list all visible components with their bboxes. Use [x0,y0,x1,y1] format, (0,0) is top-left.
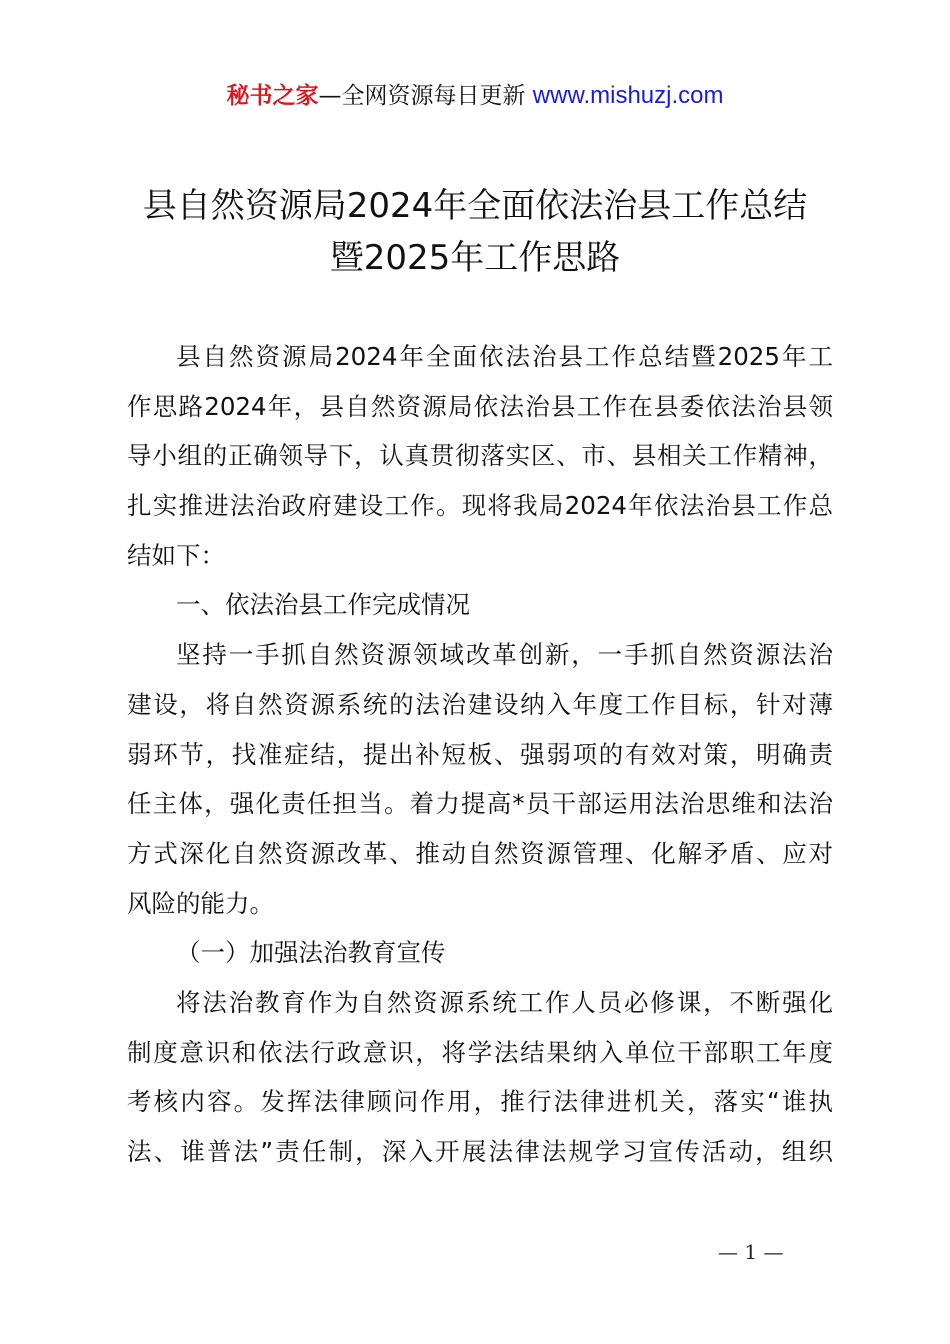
site-url-link[interactable]: www.mishuzj.com [532,82,724,109]
body-line: 扎实推进法治政府建设工作。现将我局2024年依法治县工作总 [127,491,833,521]
body-line: 导小组的正确领导下，认真贯彻落实区、市、县相关工作精神， [127,441,833,471]
body-line: 制度意识和依法行政意识，将学法结果纳入单位干部职工年度 [127,1037,833,1067]
body-line: 任主体，强化责任担当。着力提高*员干部运用法治思维和法治 [127,789,833,819]
body-line: 结如下： [127,540,225,570]
title-line-1: 县自然资源局2024年全面依法治县工作总结 [142,186,808,226]
title-line-2: 暨2025年工作思路 [329,238,621,278]
body-line: 作思路2024年，县自然资源局依法治县工作在县委依法治县领 [127,391,833,421]
subsection-heading: （一）加强法治教育宣传 [176,938,446,968]
site-slogan: —全网资源每日更新 [318,83,526,109]
body-line: 将法治教育作为自然资源系统工作人员必修课，不断强化 [176,987,833,1017]
body-line: 县自然资源局2024年全面依法治县工作总结暨2025年工 [176,342,833,371]
document-title [60,180,890,284]
page-number: — 1 — [718,1240,784,1264]
document-body [127,332,833,1177]
body-line: 建设，将自然资源系统的法治建设纳入年度工作目标，针对薄 [127,689,833,719]
body-line: 方式深化自然资源改革、推动自然资源管理、化解矛盾、应对 [127,838,833,868]
body-line: 考核内容。发挥法律顾问作用，推行法律进机关，落实“谁执 [127,1087,833,1117]
body-line: 坚持一手抓自然资源领域改革创新，一手抓自然资源法治 [176,640,833,670]
body-line: 风险的能力。 [127,888,274,918]
site-header [0,80,950,112]
body-line: 弱环节，找准症结，提出补短板、强弱项的有效对策，明确责 [127,739,833,769]
body-line: 法、谁普法”责任制，深入开展法律法规学习宣传活动，组织 [127,1137,833,1166]
section-heading: 一、依法治县工作完成情况 [176,590,470,620]
site-brand: 秘书之家 [226,83,319,109]
